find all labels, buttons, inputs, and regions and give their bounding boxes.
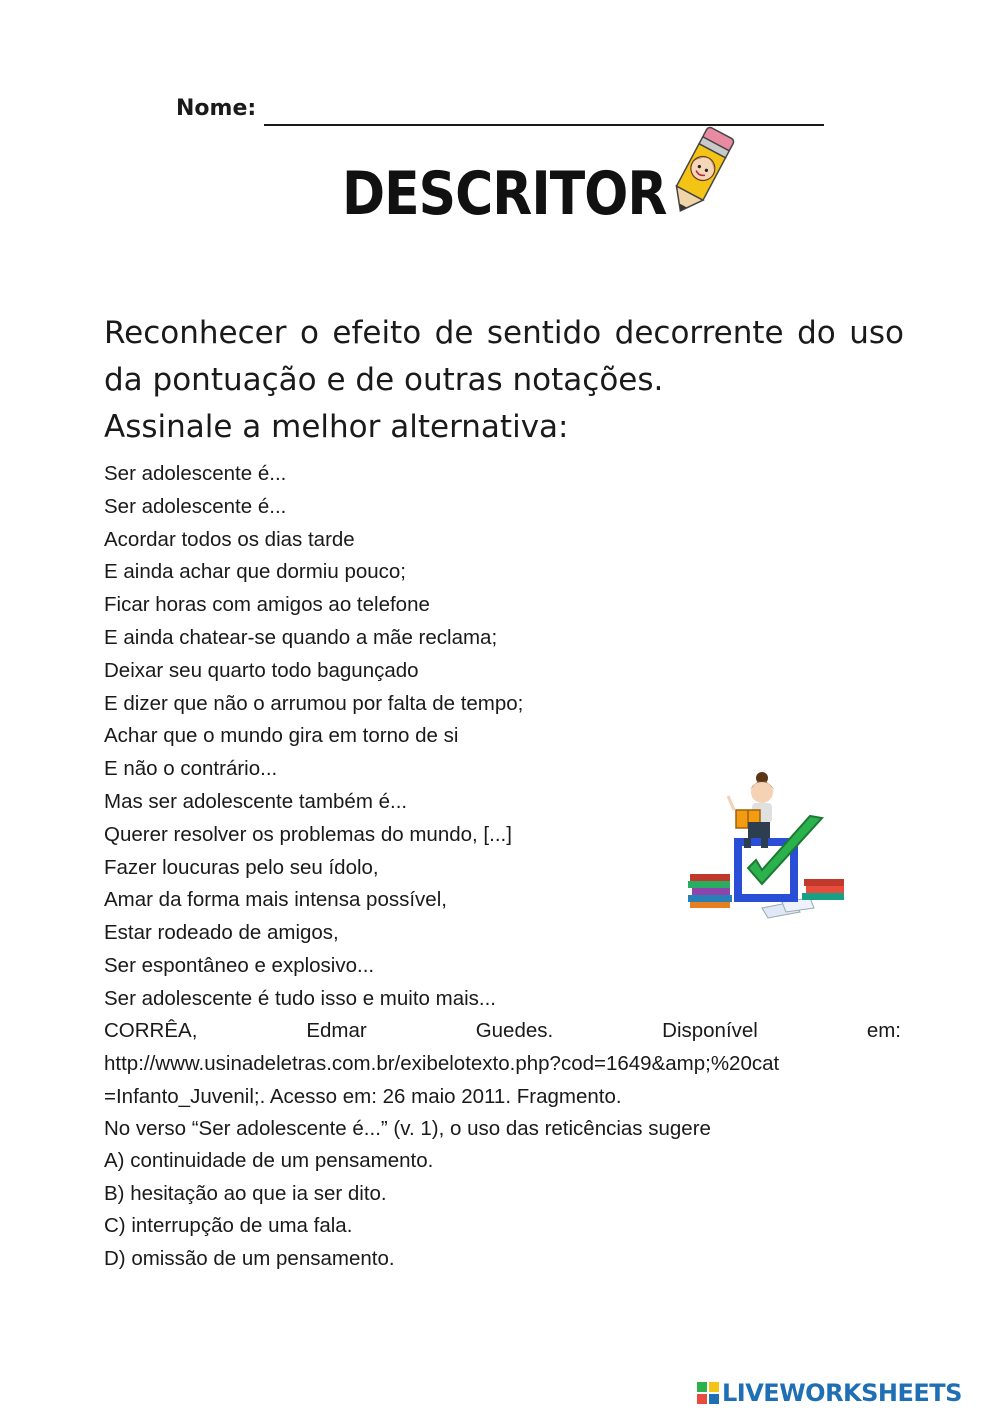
heading-line: Reconhecer o efeito de sentido decorrente do uso bbox=[104, 315, 904, 351]
source-citation bbox=[104, 1015, 901, 1113]
poem-line: E ainda chatear-se quando a mãe reclama; bbox=[104, 625, 498, 649]
name-label: Nome: bbox=[176, 96, 257, 121]
poem-line: Fazer loucuras pelo seu ídolo, bbox=[104, 855, 379, 879]
liveworksheets-badge-icon bbox=[696, 1381, 720, 1405]
poem-line: E ainda achar que dormiu pouco; bbox=[104, 560, 407, 584]
poem-line: E dizer que não o arrumou por falta de tempo; bbox=[104, 691, 524, 715]
poem-line: Ser adolescente é tudo isso e muito mais... bbox=[104, 986, 496, 1010]
poem-text bbox=[104, 458, 904, 1016]
pencil-character-icon bbox=[660, 126, 742, 218]
citation-line: CORRÊA, Edmar Guedes. Disponível em: bbox=[104, 1019, 901, 1042]
brand-name: LIVEWORKSHEETS bbox=[722, 1379, 962, 1407]
question-block bbox=[104, 1113, 904, 1275]
option-c[interactable]: C) interrupção de uma fala. bbox=[104, 1214, 353, 1238]
option-b[interactable]: B) hesitação ao que ia ser dito. bbox=[104, 1181, 387, 1205]
instruction-heading bbox=[104, 310, 904, 451]
question-prompt: No verso “Ser adolescente é...” (v. 1), o uso das reticências sugere bbox=[104, 1117, 711, 1140]
poem-line: E não o contrário... bbox=[104, 757, 278, 781]
heading-line: da pontuação e de outras notações. bbox=[104, 362, 664, 398]
poem-line: Amar da forma mais intensa possível, bbox=[104, 888, 447, 912]
poem-line: Ser adolescente é... bbox=[104, 462, 287, 485]
poem-line: Acordar todos os dias tarde bbox=[104, 527, 355, 551]
liveworksheets-logo bbox=[696, 1378, 962, 1408]
option-a[interactable]: A) continuidade de um pensamento. bbox=[104, 1149, 434, 1173]
reading-girl-checkbox-icon bbox=[682, 762, 848, 922]
page-title: DESCRITOR bbox=[342, 160, 667, 229]
poem-line: Estar rodeado de amigos, bbox=[104, 921, 339, 945]
option-d[interactable]: D) omissão de um pensamento. bbox=[104, 1246, 395, 1270]
poem-line: Deixar seu quarto todo bagunçado bbox=[104, 658, 419, 682]
citation-line: =Infanto_Juvenil;. Acesso em: 26 maio 2011. Fragmento. bbox=[104, 1084, 622, 1108]
poem-line: Querer resolver os problemas do mundo, [...] bbox=[104, 822, 512, 846]
poem-line: Ser adolescente é... bbox=[104, 494, 287, 518]
poem-line: Mas ser adolescente também é... bbox=[104, 789, 408, 813]
poem-line: Ser espontâneo e explosivo... bbox=[104, 953, 375, 977]
citation-url: http://www.usinadeletras.com.br/exibelotexto.php?cod=1649&amp;%20cat bbox=[104, 1051, 780, 1075]
heading-line: Assinale a melhor alternativa: bbox=[104, 409, 569, 445]
poem-line: Achar que o mundo gira em torno de si bbox=[104, 724, 459, 748]
poem-line: Ficar horas com amigos ao telefone bbox=[104, 593, 430, 617]
